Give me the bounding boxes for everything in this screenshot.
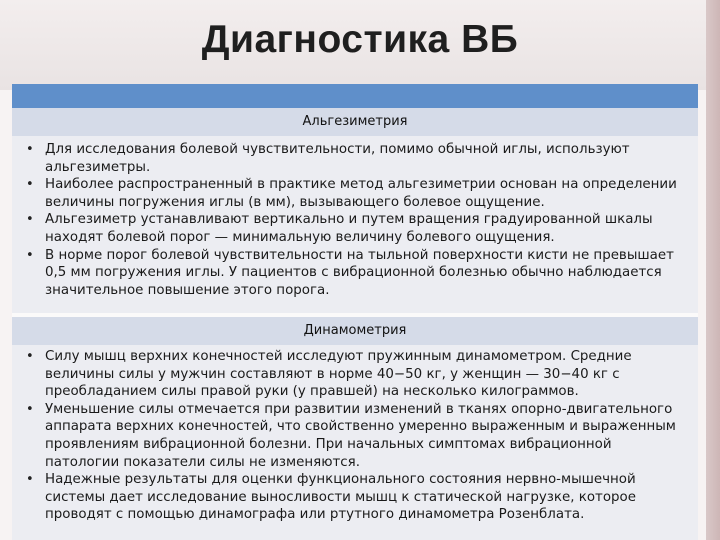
list-item-text: Силу мышц верхних конечностей исследуют пружинным динамометром. Средние величины силы у мужчин составляют в норме 40−50 кг, у женщин — 30−40 кг с преобладанием силы правой руки (у правшей) на несколько килограммов.: [45, 349, 632, 400]
slide-title: Диагностика ВБ: [201, 18, 519, 61]
bullet-list: [12, 141, 698, 299]
section-body-dynamometry: [12, 345, 698, 540]
bullet-icon: •: [26, 212, 34, 228]
bullet-icon: •: [26, 349, 34, 364]
list-item: [12, 471, 698, 524]
list-item: [12, 141, 698, 176]
list-item-text: Наиболее распространенный в практике метод альгезиметрии основан на определении величины погружения иглы (в мм), вызывающего болевое ощущение.: [45, 177, 677, 210]
list-item: [12, 401, 698, 471]
section-body-algesimetry: [12, 136, 698, 313]
list-item: [12, 176, 698, 211]
bullet-icon: •: [26, 247, 34, 263]
bullet-icon: •: [26, 472, 34, 488]
section-heading-algesimetry: Альгезиметрия: [12, 108, 698, 136]
list-item-text: Для исследования болевой чувствительности, помимо обычной иглы, используют альгезиметры.: [45, 142, 630, 175]
list-item-text: Альгезиметр устанавливают вертикально и путем вращения градуированной шкалы находят болевой порог — минимальную величину болевого ощущения.: [45, 212, 653, 245]
list-item: [12, 247, 698, 300]
bullet-icon: •: [26, 401, 34, 417]
list-item: [12, 211, 698, 246]
table-header-bar: [12, 84, 698, 108]
list-item-text: Надежные результаты для оценки функционального состояния нервно-мышечной системы дает исследование выносливости мышц к статической нагрузке, которое проводят с помощью динамографа или ртутного динамометра Розенблата.: [45, 472, 636, 523]
bullet-icon: •: [26, 177, 34, 193]
list-item-text: В норме порог болевой чувствительности на тыльной поверхности кисти не превышает 0,5 мм погружения иглы. У пациентов с вибрационной болезнью обычно наблюдается значительное повышение этого порога.: [45, 247, 674, 298]
list-item: [12, 348, 698, 401]
section-heading-dynamometry: Динамометрия: [12, 317, 698, 345]
bullet-list: [12, 348, 698, 524]
list-item-text: Уменьшение силы отмечается при развитии изменений в тканях опорно-двигательного аппарата верхних конечностей, что свойственно умеренно выраженным и выраженным проявлениям вибрационной болезни. При начальных симптомах вибрационной патологии показатели силы не изменяются.: [45, 401, 676, 470]
decorative-strip: [706, 0, 720, 540]
bullet-icon: •: [26, 142, 34, 157]
